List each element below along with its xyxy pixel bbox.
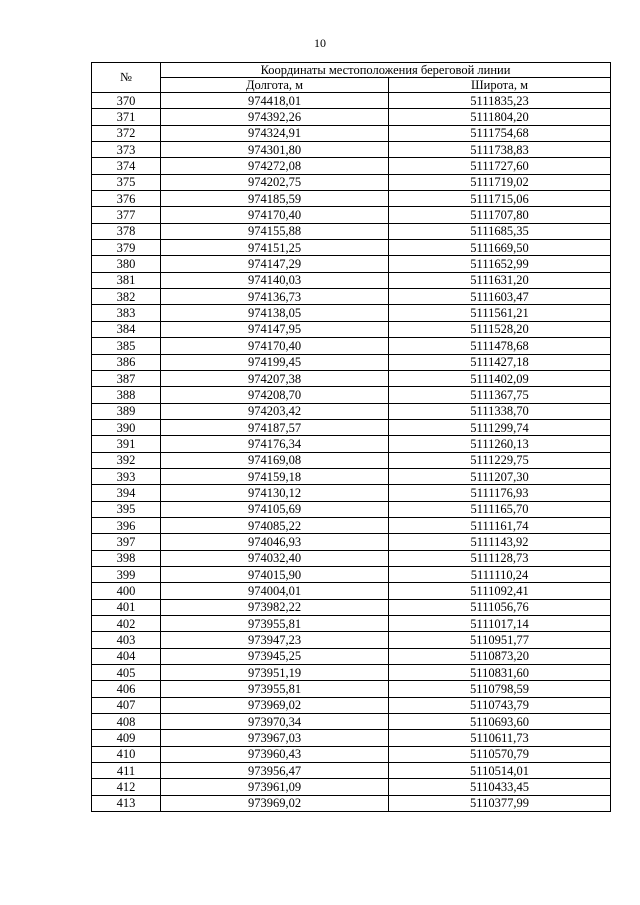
header-number: № (92, 63, 161, 93)
table-row (92, 109, 611, 125)
latitude-cell: 5111402,09 (389, 370, 611, 386)
longitude-cell: 974208,70 (161, 387, 389, 403)
longitude-cell: 974324,91 (161, 125, 389, 141)
latitude-cell: 5111207,30 (389, 468, 611, 484)
longitude-cell: 974199,45 (161, 354, 389, 370)
point-number-cell: 394 (92, 485, 161, 501)
table-row (92, 321, 611, 337)
table-row (92, 697, 611, 713)
table-row (92, 158, 611, 174)
table-row (92, 223, 611, 239)
point-number-cell: 389 (92, 403, 161, 419)
longitude-cell: 974202,75 (161, 174, 389, 190)
latitude-cell: 5111804,20 (389, 109, 611, 125)
longitude-cell: 974185,59 (161, 191, 389, 207)
table-row (92, 403, 611, 419)
latitude-cell: 5110570,79 (389, 746, 611, 762)
table-row (92, 240, 611, 256)
point-number-cell: 396 (92, 517, 161, 533)
latitude-cell: 5111092,41 (389, 583, 611, 599)
point-number-cell: 372 (92, 125, 161, 141)
point-number-cell: 379 (92, 240, 161, 256)
table-row (92, 256, 611, 272)
latitude-cell: 5111685,35 (389, 223, 611, 239)
table-row (92, 387, 611, 403)
latitude-cell: 5111754,68 (389, 125, 611, 141)
latitude-cell: 5111338,70 (389, 403, 611, 419)
point-number-cell: 402 (92, 616, 161, 632)
point-number-cell: 374 (92, 158, 161, 174)
table-row (92, 354, 611, 370)
longitude-cell: 974176,34 (161, 436, 389, 452)
table-row (92, 452, 611, 468)
point-number-cell: 387 (92, 370, 161, 386)
point-number-cell: 370 (92, 93, 161, 109)
table-row (92, 550, 611, 566)
latitude-cell: 5111427,18 (389, 354, 611, 370)
latitude-cell: 5111017,14 (389, 616, 611, 632)
point-number-cell: 395 (92, 501, 161, 517)
longitude-cell: 973947,23 (161, 632, 389, 648)
table-row (92, 534, 611, 550)
table-row (92, 468, 611, 484)
point-number-cell: 403 (92, 632, 161, 648)
latitude-cell: 5110873,20 (389, 648, 611, 664)
point-number-cell: 401 (92, 599, 161, 615)
table-row (92, 795, 611, 811)
longitude-cell: 974207,38 (161, 370, 389, 386)
latitude-cell: 5111669,50 (389, 240, 611, 256)
latitude-cell: 5110798,59 (389, 681, 611, 697)
longitude-cell: 974140,03 (161, 272, 389, 288)
latitude-cell: 5110611,73 (389, 730, 611, 746)
table-row (92, 207, 611, 223)
latitude-cell: 5111110,24 (389, 566, 611, 582)
longitude-cell: 974147,29 (161, 256, 389, 272)
point-number-cell: 406 (92, 681, 161, 697)
longitude-cell: 974138,05 (161, 305, 389, 321)
latitude-cell: 5110951,77 (389, 632, 611, 648)
table-row (92, 763, 611, 779)
point-number-cell: 383 (92, 305, 161, 321)
table-row (92, 501, 611, 517)
table-row (92, 730, 611, 746)
table-row (92, 779, 611, 795)
table-row (92, 93, 611, 109)
table-row (92, 648, 611, 664)
point-number-cell: 404 (92, 648, 161, 664)
point-number-cell: 373 (92, 142, 161, 158)
point-number-cell: 377 (92, 207, 161, 223)
latitude-cell: 5111143,92 (389, 534, 611, 550)
latitude-cell: 5110743,79 (389, 697, 611, 713)
longitude-cell: 974147,95 (161, 321, 389, 337)
point-number-cell: 376 (92, 191, 161, 207)
longitude-cell: 973970,34 (161, 714, 389, 730)
latitude-cell: 5110433,45 (389, 779, 611, 795)
latitude-cell: 5111229,75 (389, 452, 611, 468)
longitude-cell: 974301,80 (161, 142, 389, 158)
latitude-cell: 5111165,70 (389, 501, 611, 517)
table-row (92, 599, 611, 615)
point-number-cell: 400 (92, 583, 161, 599)
latitude-cell: 5111528,20 (389, 321, 611, 337)
point-number-cell: 398 (92, 550, 161, 566)
table-row (92, 272, 611, 288)
table-header (92, 63, 611, 93)
longitude-cell: 974046,93 (161, 534, 389, 550)
latitude-cell: 5111367,75 (389, 387, 611, 403)
point-number-cell: 388 (92, 387, 161, 403)
point-number-cell: 412 (92, 779, 161, 795)
table-row (92, 632, 611, 648)
table-row (92, 289, 611, 305)
latitude-cell: 5110377,99 (389, 795, 611, 811)
longitude-cell: 974155,88 (161, 223, 389, 239)
point-number-cell: 409 (92, 730, 161, 746)
point-number-cell: 382 (92, 289, 161, 305)
table-row (92, 436, 611, 452)
table-row (92, 665, 611, 681)
header-longitude: Долгота, м (161, 78, 389, 93)
table-body (92, 93, 611, 812)
latitude-cell: 5111561,21 (389, 305, 611, 321)
table-row (92, 616, 611, 632)
longitude-cell: 973955,81 (161, 681, 389, 697)
latitude-cell: 5110514,01 (389, 763, 611, 779)
point-number-cell: 391 (92, 436, 161, 452)
longitude-cell: 974032,40 (161, 550, 389, 566)
latitude-cell: 5111738,83 (389, 142, 611, 158)
point-number-cell: 399 (92, 566, 161, 582)
point-number-cell: 378 (92, 223, 161, 239)
longitude-cell: 974187,57 (161, 419, 389, 435)
latitude-cell: 5111707,80 (389, 207, 611, 223)
latitude-cell: 5111715,06 (389, 191, 611, 207)
point-number-cell: 407 (92, 697, 161, 713)
table-row (92, 191, 611, 207)
longitude-cell: 974136,73 (161, 289, 389, 305)
table-row (92, 681, 611, 697)
point-number-cell: 392 (92, 452, 161, 468)
point-number-cell: 411 (92, 763, 161, 779)
longitude-cell: 973969,02 (161, 795, 389, 811)
latitude-cell: 5111727,60 (389, 158, 611, 174)
longitude-cell: 973945,25 (161, 648, 389, 664)
table-row (92, 746, 611, 762)
longitude-cell: 973967,03 (161, 730, 389, 746)
point-number-cell: 390 (92, 419, 161, 435)
longitude-cell: 973961,09 (161, 779, 389, 795)
longitude-cell: 974151,25 (161, 240, 389, 256)
longitude-cell: 973956,47 (161, 763, 389, 779)
table-row (92, 583, 611, 599)
latitude-cell: 5111835,23 (389, 93, 611, 109)
point-number-cell: 410 (92, 746, 161, 762)
table-row (92, 305, 611, 321)
point-number-cell: 413 (92, 795, 161, 811)
longitude-cell: 974130,12 (161, 485, 389, 501)
longitude-cell: 973951,19 (161, 665, 389, 681)
latitude-cell: 5111161,74 (389, 517, 611, 533)
longitude-cell: 974418,01 (161, 93, 389, 109)
point-number-cell: 397 (92, 534, 161, 550)
table-row (92, 338, 611, 354)
latitude-cell: 5111719,02 (389, 174, 611, 190)
longitude-cell: 974085,22 (161, 517, 389, 533)
point-number-cell: 371 (92, 109, 161, 125)
longitude-cell: 974203,42 (161, 403, 389, 419)
longitude-cell: 974105,69 (161, 501, 389, 517)
longitude-cell: 974004,01 (161, 583, 389, 599)
point-number-cell: 381 (92, 272, 161, 288)
table-row (92, 370, 611, 386)
longitude-cell: 973955,81 (161, 616, 389, 632)
latitude-cell: 5110693,60 (389, 714, 611, 730)
coordinates-table (91, 62, 611, 812)
point-number-cell: 380 (92, 256, 161, 272)
table-row (92, 566, 611, 582)
point-number-cell: 375 (92, 174, 161, 190)
latitude-cell: 5111631,20 (389, 272, 611, 288)
latitude-cell: 5111176,93 (389, 485, 611, 501)
latitude-cell: 5110831,60 (389, 665, 611, 681)
point-number-cell: 384 (92, 321, 161, 337)
point-number-cell: 386 (92, 354, 161, 370)
longitude-cell: 973982,22 (161, 599, 389, 615)
latitude-cell: 5111128,73 (389, 550, 611, 566)
longitude-cell: 974169,08 (161, 452, 389, 468)
longitude-cell: 974170,40 (161, 207, 389, 223)
table-row (92, 517, 611, 533)
longitude-cell: 974392,26 (161, 109, 389, 125)
table-row (92, 125, 611, 141)
point-number-cell: 385 (92, 338, 161, 354)
latitude-cell: 5111299,74 (389, 419, 611, 435)
table-row (92, 174, 611, 190)
latitude-cell: 5111603,47 (389, 289, 611, 305)
table-row (92, 142, 611, 158)
longitude-cell: 974159,18 (161, 468, 389, 484)
latitude-cell: 5111652,99 (389, 256, 611, 272)
table-row (92, 714, 611, 730)
latitude-cell: 5111056,76 (389, 599, 611, 615)
longitude-cell: 974272,08 (161, 158, 389, 174)
longitude-cell: 974170,40 (161, 338, 389, 354)
point-number-cell: 393 (92, 468, 161, 484)
longitude-cell: 974015,90 (161, 566, 389, 582)
page-number: 10 (314, 36, 326, 50)
header-latitude: Широта, м (389, 78, 611, 93)
longitude-cell: 973969,02 (161, 697, 389, 713)
latitude-cell: 5111260,13 (389, 436, 611, 452)
point-number-cell: 408 (92, 714, 161, 730)
longitude-cell: 973960,43 (161, 746, 389, 762)
latitude-cell: 5111478,68 (389, 338, 611, 354)
table-row (92, 419, 611, 435)
table-row (92, 485, 611, 501)
header-coordinates-group: Координаты местоположения береговой линии (161, 63, 611, 78)
point-number-cell: 405 (92, 665, 161, 681)
